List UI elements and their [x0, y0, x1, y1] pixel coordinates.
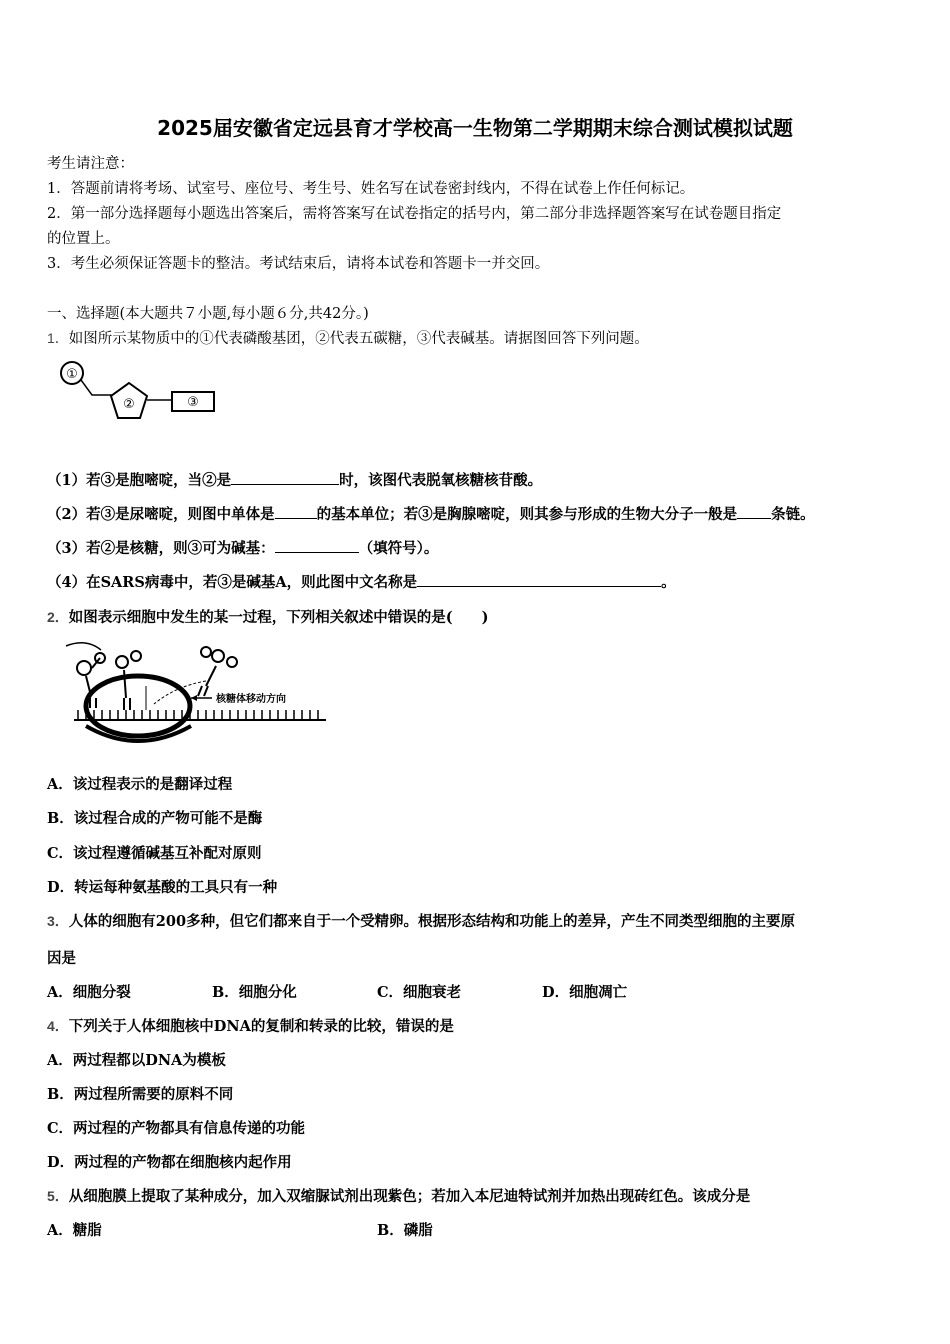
q1-sub-3	[47, 537, 438, 558]
question-3	[47, 910, 795, 931]
notice-item: 的位置上。	[47, 231, 120, 247]
direction-label: 核糖体移动方向	[216, 694, 286, 705]
option-b[interactable]: B．磷脂	[377, 1222, 433, 1239]
direction-arrow-head	[191, 695, 197, 701]
trna-right	[198, 647, 237, 696]
question-stem: 如图表示细胞中发生的某一过程，下列相关叙述中错误的是( )	[68, 609, 489, 626]
base-label: ③	[187, 395, 199, 410]
option-b[interactable]: B．细胞分化	[212, 984, 297, 1001]
trna-path-arrow	[154, 681, 206, 704]
bond-line	[81, 380, 112, 395]
question-stem: 人体的细胞有200多种，但它们都来自于一个受精卵。根据形态结构和功能上的差异，产生不同类型细胞的主要原	[68, 913, 796, 930]
q1-text: （4）在SARS病毒中，若③是碱基A，则此图中文名称是	[47, 574, 418, 591]
mrna-bases	[78, 710, 318, 720]
q1-text: 。	[661, 574, 676, 591]
trna-left	[77, 653, 105, 708]
option-c[interactable]: C．两过程的产物都具有信息传递的功能	[47, 1120, 306, 1137]
question-3-cont: 因是	[47, 950, 76, 967]
question-4	[47, 1015, 454, 1036]
question-number: 5．	[47, 1188, 69, 1204]
option-a[interactable]: A．该过程表示的是翻译过程	[47, 776, 233, 793]
option-a[interactable]: A．两过程都以DNA为模板	[47, 1052, 226, 1069]
option-d[interactable]: D．转运每种氨基酸的工具只有一种	[47, 879, 278, 896]
answer-blank[interactable]	[417, 572, 661, 587]
pentose-label: ②	[123, 397, 135, 412]
answer-blank[interactable]	[737, 504, 771, 519]
question-stem: 下列关于人体细胞核中DNA的复制和转录的比较，错误的是	[68, 1018, 454, 1035]
option-a[interactable]: A．细胞分裂	[47, 984, 131, 1001]
section-heading: 一、选择题(本大题共７小题,每小题６分,共42分。)	[47, 306, 369, 322]
answer-blank[interactable]	[275, 504, 317, 519]
trna-middle	[116, 651, 141, 710]
incoming-arrow	[66, 643, 101, 650]
q1-text: （2）若③是尿嘧啶，则图中单体是	[47, 506, 275, 523]
q1-text: （1）若③是胞嘧啶，当②是	[47, 472, 232, 489]
option-b[interactable]: B．该过程合成的产物可能不是酶	[47, 810, 263, 827]
q1-text: （填符号）。	[358, 540, 439, 557]
page-title: 2025届安徽省定远县育才学校高一生物第二学期期末综合测试模拟试题	[157, 116, 793, 140]
ribosome-large	[86, 676, 190, 736]
option-b[interactable]: B．两过程所需要的原料不同	[47, 1086, 234, 1103]
q1-sub-4	[47, 571, 676, 592]
q1-text: （3）若②是核糖，则③可为碱基：	[47, 540, 275, 557]
notice-heading: 考生请注意：	[47, 156, 134, 172]
notice-item: 1．答题前请将考场、试室号、座位号、考生号、姓名写在试卷密封线内，不得在试卷上作任何标记。	[47, 181, 695, 197]
option-a[interactable]: A．糖脂	[47, 1222, 102, 1239]
q1-sub-1	[47, 469, 542, 490]
translation-diagram	[46, 636, 331, 744]
question-stem: 从细胞膜上提取了某种成分，加入双缩脲试剂出现紫色；若加入本尼迪特试剂并加热出现砖红色。该成分是	[68, 1188, 751, 1205]
q1-text: 时，该图代表脱氧核糖核苷酸。	[339, 472, 543, 489]
question-number: 1．	[47, 330, 69, 346]
option-c[interactable]: C．该过程遵循碱基互补配对原则	[47, 845, 262, 862]
answer-blank[interactable]	[231, 470, 339, 485]
q1-text: 的基本单位；若③是胸腺嘧啶，则其参与形成的生物大分子一般是	[316, 506, 738, 523]
question-stem: 如图所示某物质中的①代表磷酸基团，②代表五碳糖，③代表碱基。请据图回答下列问题。	[68, 331, 649, 347]
answer-blank[interactable]	[275, 538, 359, 553]
option-c[interactable]: C．细胞衰老	[377, 984, 462, 1001]
phosphate-label: ①	[66, 367, 78, 382]
q1-text: 条链。	[771, 506, 815, 523]
question-number: 2．	[47, 609, 69, 625]
notice-item: 2．第一部分选择题每小题选出答案后，需将答案写在试卷指定的括号内，第二部分非选择题答案写在试卷题目指定	[47, 206, 782, 222]
q1-sub-2	[47, 503, 815, 524]
nucleotide-diagram	[52, 358, 222, 426]
option-d[interactable]: D．细胞凋亡	[542, 984, 628, 1001]
question-number: 3．	[47, 913, 69, 929]
notice-item: 3．考生必须保证答题卡的整洁。考试结束后，请将本试卷和答题卡一并交回。	[47, 256, 550, 272]
option-d[interactable]: D．两过程的产物都在细胞核内起作用	[47, 1154, 292, 1171]
question-number: 4．	[47, 1018, 69, 1034]
question-1	[47, 327, 649, 348]
question-2	[47, 606, 489, 627]
question-5	[47, 1185, 750, 1206]
